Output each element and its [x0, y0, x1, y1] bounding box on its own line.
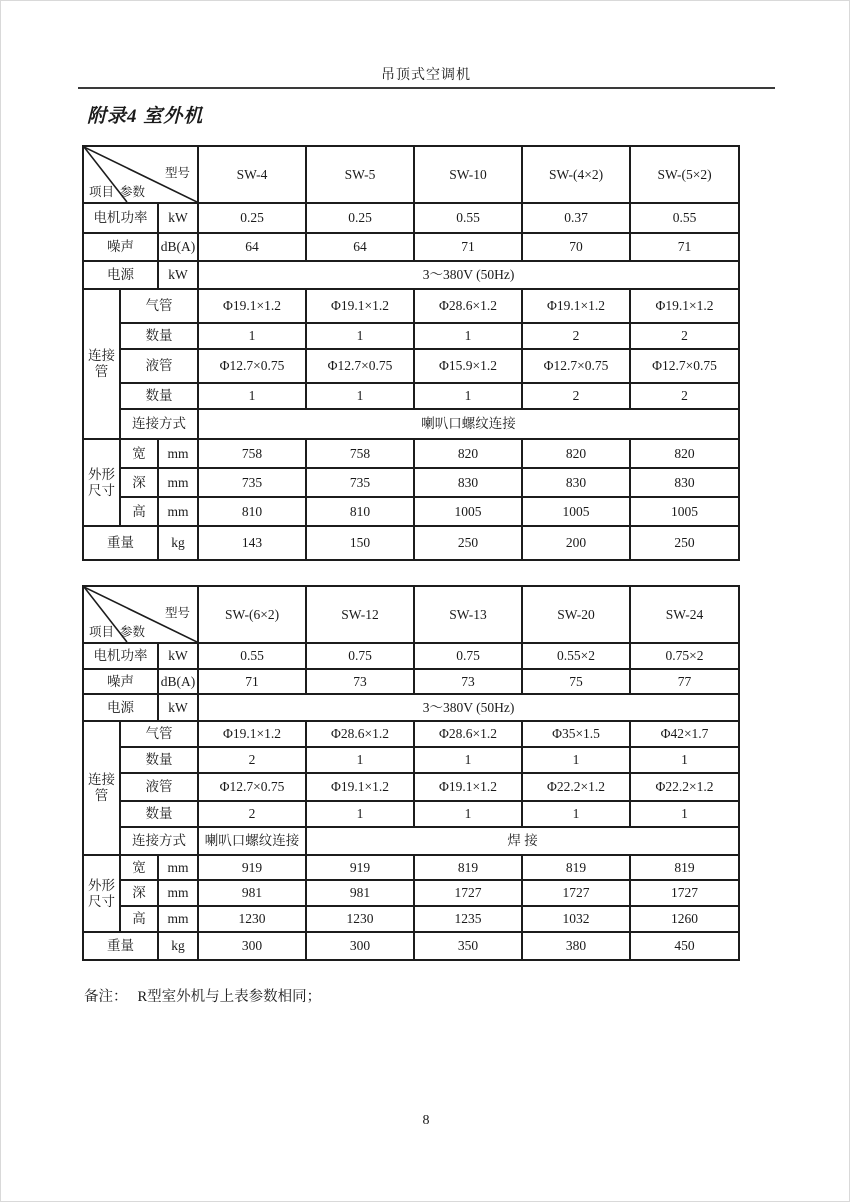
value-cell: 喇叭口螺纹连接	[198, 409, 739, 439]
model-header-cell: SW-(6×2)	[198, 586, 306, 643]
value-cell: 1005	[414, 497, 522, 526]
value-cell: 143	[198, 526, 306, 560]
value-cell: 830	[630, 468, 739, 497]
value-cell: Φ15.9×1.2	[414, 349, 522, 383]
value-cell: 0.37	[522, 203, 630, 233]
value-cell: Φ19.1×1.2	[198, 289, 306, 323]
value-cell: 0.25	[198, 203, 306, 233]
table-row	[83, 289, 739, 323]
row-label: 数量	[120, 747, 198, 773]
value-cell: 1005	[630, 497, 739, 526]
value-cell: 1	[414, 747, 522, 773]
value-cell: 1	[630, 747, 739, 773]
value-cell: 64	[198, 233, 306, 261]
table-row	[83, 880, 739, 906]
value-cell: 70	[522, 233, 630, 261]
row-label: 气管	[120, 289, 198, 323]
group-label: 外形尺寸	[83, 439, 120, 526]
value-cell: Φ12.7×0.75	[522, 349, 630, 383]
value-cell: 1	[306, 801, 414, 827]
unit-label: kW	[158, 261, 198, 289]
value-cell: Φ12.7×0.75	[198, 773, 306, 801]
value-cell: 819	[414, 855, 522, 880]
value-cell: 830	[522, 468, 630, 497]
row-label: 电机功率	[83, 203, 158, 233]
table-row	[83, 694, 739, 721]
value-cell: 919	[198, 855, 306, 880]
table-row	[83, 669, 739, 694]
value-cell: 758	[306, 439, 414, 468]
table-row	[83, 497, 739, 526]
value-cell: 0.75×2	[630, 643, 739, 669]
row-label: 液管	[120, 773, 198, 801]
value-cell: 1	[306, 323, 414, 349]
value-cell: Φ19.1×1.2	[198, 721, 306, 747]
corner-item-label: 项目	[89, 624, 115, 639]
corner-model-label: 型号	[165, 606, 191, 620]
value-cell: 0.55×2	[522, 643, 630, 669]
value-cell: 300	[306, 932, 414, 960]
table-row	[83, 801, 739, 827]
page-title: 附录4 室外机	[87, 106, 204, 127]
value-cell: Φ28.6×1.2	[306, 721, 414, 747]
row-label: 噪声	[83, 233, 158, 261]
value-cell: 喇叭口螺纹连接	[198, 827, 306, 855]
value-cell: 2	[522, 383, 630, 409]
diagonal-header-cell	[83, 586, 198, 643]
spec-table-1	[82, 145, 740, 561]
value-cell: 758	[198, 439, 306, 468]
table-row	[83, 409, 739, 439]
value-cell: 3～380V (50Hz)	[198, 261, 739, 289]
value-cell: 1	[198, 323, 306, 349]
unit-label: kW	[158, 643, 198, 669]
value-cell: Φ19.1×1.2	[306, 289, 414, 323]
unit-label: kg	[158, 526, 198, 560]
value-cell: 250	[414, 526, 522, 560]
unit-label: mm	[158, 439, 198, 468]
table-row	[83, 203, 739, 233]
value-cell: Φ28.6×1.2	[414, 721, 522, 747]
value-cell: Φ28.6×1.2	[414, 289, 522, 323]
value-cell: Φ12.7×0.75	[306, 349, 414, 383]
footnote	[84, 985, 321, 1006]
table-row	[83, 526, 739, 560]
unit-label: kW	[158, 694, 198, 721]
row-label: 数量	[120, 801, 198, 827]
group-label: 外形尺寸	[83, 855, 120, 932]
value-cell: 焊 接	[306, 827, 739, 855]
value-cell: 71	[198, 669, 306, 694]
row-label: 高	[120, 906, 158, 932]
row-label: 电机功率	[83, 643, 158, 669]
row-label: 噪声	[83, 669, 158, 694]
table-row	[83, 747, 739, 773]
value-cell: 2	[630, 323, 739, 349]
value-cell: 1	[198, 383, 306, 409]
corner-model-label: 型号	[165, 166, 191, 180]
value-cell: 810	[198, 497, 306, 526]
model-header-cell: SW-(5×2)	[630, 146, 739, 203]
row-label: 电源	[83, 694, 158, 721]
group-label: 连接管	[83, 289, 120, 439]
value-cell: 380	[522, 932, 630, 960]
table-row	[83, 439, 739, 468]
value-cell: 71	[414, 233, 522, 261]
value-cell: 75	[522, 669, 630, 694]
value-cell: 819	[522, 855, 630, 880]
value-cell: 2	[630, 383, 739, 409]
row-label: 宽	[120, 439, 158, 468]
value-cell: 2	[522, 323, 630, 349]
unit-label: mm	[158, 497, 198, 526]
unit-label: dB(A)	[158, 669, 198, 694]
table-row	[83, 383, 739, 409]
value-cell: 2	[198, 747, 306, 773]
value-cell: 820	[522, 439, 630, 468]
value-cell: Φ19.1×1.2	[414, 773, 522, 801]
row-label: 宽	[120, 855, 158, 880]
corner-param-label: 参数	[120, 624, 146, 639]
value-cell: 150	[306, 526, 414, 560]
spec-table-2	[82, 585, 740, 961]
value-cell: Φ42×1.7	[630, 721, 739, 747]
row-label: 高	[120, 497, 158, 526]
running-header: 吊顶式空调机	[381, 68, 471, 83]
value-cell: 1260	[630, 906, 739, 932]
row-label: 数量	[120, 323, 198, 349]
value-cell: 1	[414, 383, 522, 409]
model-header-cell: SW-13	[414, 586, 522, 643]
diagonal-header-cell	[83, 146, 198, 203]
table-row	[83, 586, 739, 643]
value-cell: 919	[306, 855, 414, 880]
table-row	[83, 773, 739, 801]
model-header-cell: SW-(4×2)	[522, 146, 630, 203]
value-cell: 820	[414, 439, 522, 468]
value-cell: 0.55	[630, 203, 739, 233]
value-cell: 735	[306, 468, 414, 497]
value-cell: 981	[306, 880, 414, 906]
value-cell: 0.55	[198, 643, 306, 669]
value-cell: 0.25	[306, 203, 414, 233]
value-cell: 450	[630, 932, 739, 960]
value-cell: 1	[306, 747, 414, 773]
value-cell: 64	[306, 233, 414, 261]
table-row	[83, 261, 739, 289]
table-row	[83, 146, 739, 203]
value-cell: 1230	[306, 906, 414, 932]
value-cell: 77	[630, 669, 739, 694]
unit-label: mm	[158, 906, 198, 932]
unit-label: kW	[158, 203, 198, 233]
table-row	[83, 468, 739, 497]
corner-item-label: 项目	[89, 184, 115, 199]
value-cell: 71	[630, 233, 739, 261]
model-header-cell: SW-5	[306, 146, 414, 203]
value-cell: 1	[522, 747, 630, 773]
value-cell: 820	[630, 439, 739, 468]
value-cell: 830	[414, 468, 522, 497]
value-cell: 1230	[198, 906, 306, 932]
footnote-label: 备注：	[84, 989, 128, 1005]
group-label: 连接管	[83, 721, 120, 855]
header-rule	[78, 87, 775, 89]
value-cell: 0.75	[414, 643, 522, 669]
table-row	[83, 906, 739, 932]
unit-label: kg	[158, 932, 198, 960]
model-header-cell: SW-24	[630, 586, 739, 643]
value-cell: 735	[198, 468, 306, 497]
value-cell: 350	[414, 932, 522, 960]
table-row	[83, 932, 739, 960]
unit-label: mm	[158, 855, 198, 880]
value-cell: Φ35×1.5	[522, 721, 630, 747]
unit-label: dB(A)	[158, 233, 198, 261]
value-cell: Φ19.1×1.2	[630, 289, 739, 323]
value-cell: 1727	[630, 880, 739, 906]
row-label: 液管	[120, 349, 198, 383]
row-label: 电源	[83, 261, 158, 289]
unit-label: mm	[158, 468, 198, 497]
table-row	[83, 721, 739, 747]
value-cell: 1727	[414, 880, 522, 906]
model-header-cell: SW-20	[522, 586, 630, 643]
value-cell: Φ19.1×1.2	[522, 289, 630, 323]
table-row	[83, 233, 739, 261]
value-cell: 1	[414, 801, 522, 827]
value-cell: 250	[630, 526, 739, 560]
value-cell: 73	[306, 669, 414, 694]
value-cell: 3～380V (50Hz)	[198, 694, 739, 721]
value-cell: 0.75	[306, 643, 414, 669]
row-label: 连接方式	[120, 827, 198, 855]
value-cell: Φ22.2×1.2	[522, 773, 630, 801]
unit-label: mm	[158, 880, 198, 906]
value-cell: 1	[630, 801, 739, 827]
value-cell: 981	[198, 880, 306, 906]
value-cell: Φ22.2×1.2	[630, 773, 739, 801]
row-label: 气管	[120, 721, 198, 747]
footnote-text: R型室外机与上表参数相同；	[137, 989, 322, 1005]
value-cell: 73	[414, 669, 522, 694]
value-cell: 810	[306, 497, 414, 526]
value-cell: 1	[522, 801, 630, 827]
value-cell: 0.55	[414, 203, 522, 233]
value-cell: Φ19.1×1.2	[306, 773, 414, 801]
model-header-cell: SW-4	[198, 146, 306, 203]
table-row	[83, 643, 739, 669]
value-cell: 2	[198, 801, 306, 827]
row-label: 深	[120, 880, 158, 906]
value-cell: Φ12.7×0.75	[198, 349, 306, 383]
corner-param-label: 参数	[120, 184, 146, 199]
table-row	[83, 323, 739, 349]
value-cell: 300	[198, 932, 306, 960]
table-row	[83, 827, 739, 855]
row-label: 数量	[120, 383, 198, 409]
value-cell: Φ12.7×0.75	[630, 349, 739, 383]
value-cell: 1	[306, 383, 414, 409]
row-label: 重量	[83, 526, 158, 560]
row-label: 连接方式	[120, 409, 198, 439]
page-number: 8	[422, 1113, 430, 1128]
value-cell: 200	[522, 526, 630, 560]
value-cell: 1032	[522, 906, 630, 932]
value-cell: 819	[630, 855, 739, 880]
value-cell: 1235	[414, 906, 522, 932]
row-label: 深	[120, 468, 158, 497]
table-row	[83, 349, 739, 383]
model-header-cell: SW-12	[306, 586, 414, 643]
model-header-cell: SW-10	[414, 146, 522, 203]
row-label: 重量	[83, 932, 158, 960]
value-cell: 1	[414, 323, 522, 349]
value-cell: 1005	[522, 497, 630, 526]
value-cell: 1727	[522, 880, 630, 906]
table-row	[83, 855, 739, 880]
